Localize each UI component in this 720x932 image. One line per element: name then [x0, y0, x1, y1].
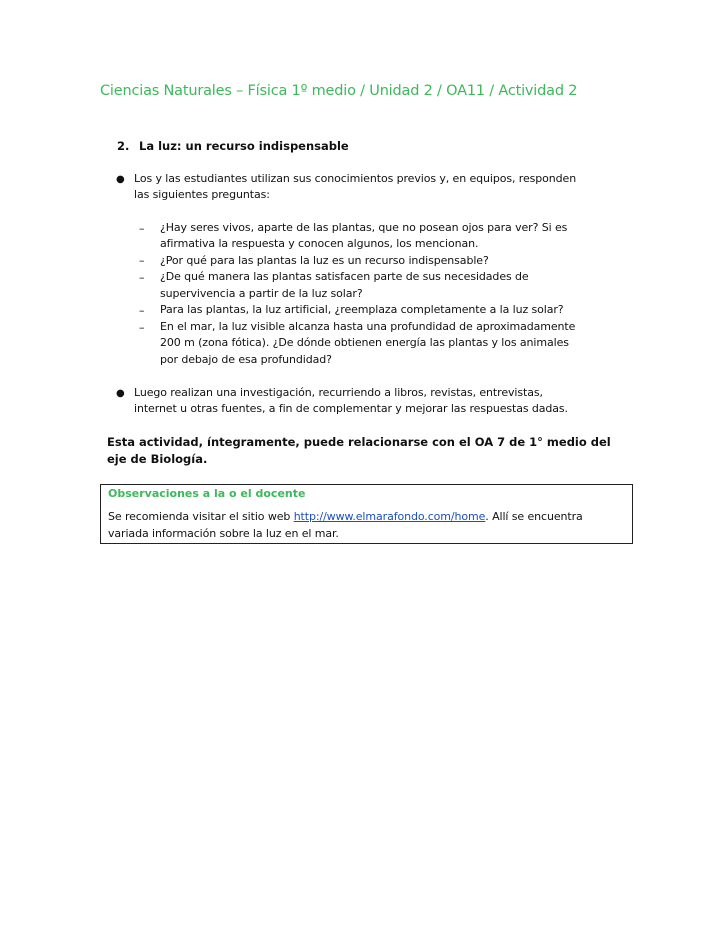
question-5-line-2: 200 m (zona fótica). ¿De dónde obtienen energía las plantas y los animales: [160, 336, 569, 349]
section-title: La luz: un recurso indispensable: [139, 139, 349, 153]
bullet-1-line-1: Los y las estudiantes utilizan sus conocimientos previos y, en equipos, responden: [134, 172, 577, 185]
dash-icon: –: [139, 304, 145, 317]
question-5-line-1: En el mar, la luz visible alcanza hasta una profundidad de aproximadamente: [160, 320, 576, 333]
question-3-line-1: ¿De qué manera las plantas satisfacen parte de sus necesidades de: [160, 270, 529, 283]
website-link[interactable]: http://www.elmarafondo.com/home: [293, 510, 486, 523]
observations-text-cont: . Allí se encuentra: [485, 510, 583, 523]
question-3-line-2: supervivencia a partir de la luz solar?: [160, 287, 363, 300]
observations-line-2: variada información sobre la luz en el mar.: [108, 527, 339, 540]
note-line-1: Esta actividad, íntegramente, puede relacionarse con el OA 7 de 1° medio del: [107, 435, 611, 449]
dash-icon: –: [139, 271, 145, 284]
question-1-line-2: afirmativa la respuesta y conocen algunos, los mencionan.: [160, 237, 479, 250]
dash-icon: –: [139, 222, 145, 235]
bullet-icon: ●: [116, 388, 125, 399]
question-5-line-3: por debajo de esa profundidad?: [160, 353, 332, 366]
bullet-1-line-2: las siguientes preguntas:: [134, 188, 270, 201]
biology-note: [107, 434, 611, 468]
breadcrumb: Ciencias Naturales – Física 1º medio / Unidad 2 / OA11 / Actividad 2: [100, 83, 578, 99]
observations-text: Se recomienda visitar el sitio web: [108, 510, 294, 523]
note-line-2: eje de Biología.: [107, 452, 208, 466]
section-heading: [117, 139, 349, 153]
bullet-icon: ●: [116, 174, 125, 185]
section-number: 2.: [117, 139, 130, 153]
dash-icon: –: [139, 321, 145, 334]
question-1-line-1: ¿Hay seres vivos, aparte de las plantas, que no posean ojos para ver? Si es: [160, 221, 568, 234]
dash-icon: –: [139, 254, 145, 267]
bullet-2-line-2: internet u otras fuentes, a fin de complementar y mejorar las respuestas dadas.: [134, 402, 568, 415]
observations-title: Observaciones a la o el docente: [108, 487, 306, 500]
observations-box: [100, 484, 633, 544]
question-2-line-1: ¿Por qué para las plantas la luz es un recurso indispensable?: [160, 254, 489, 267]
question-4-line-1: Para las plantas, la luz artificial, ¿reemplaza completamente a la luz solar?: [160, 303, 564, 316]
bullet-2-line-1: Luego realizan una investigación, recurriendo a libros, revistas, entrevistas,: [134, 386, 543, 399]
observations-line-1: [108, 510, 583, 523]
